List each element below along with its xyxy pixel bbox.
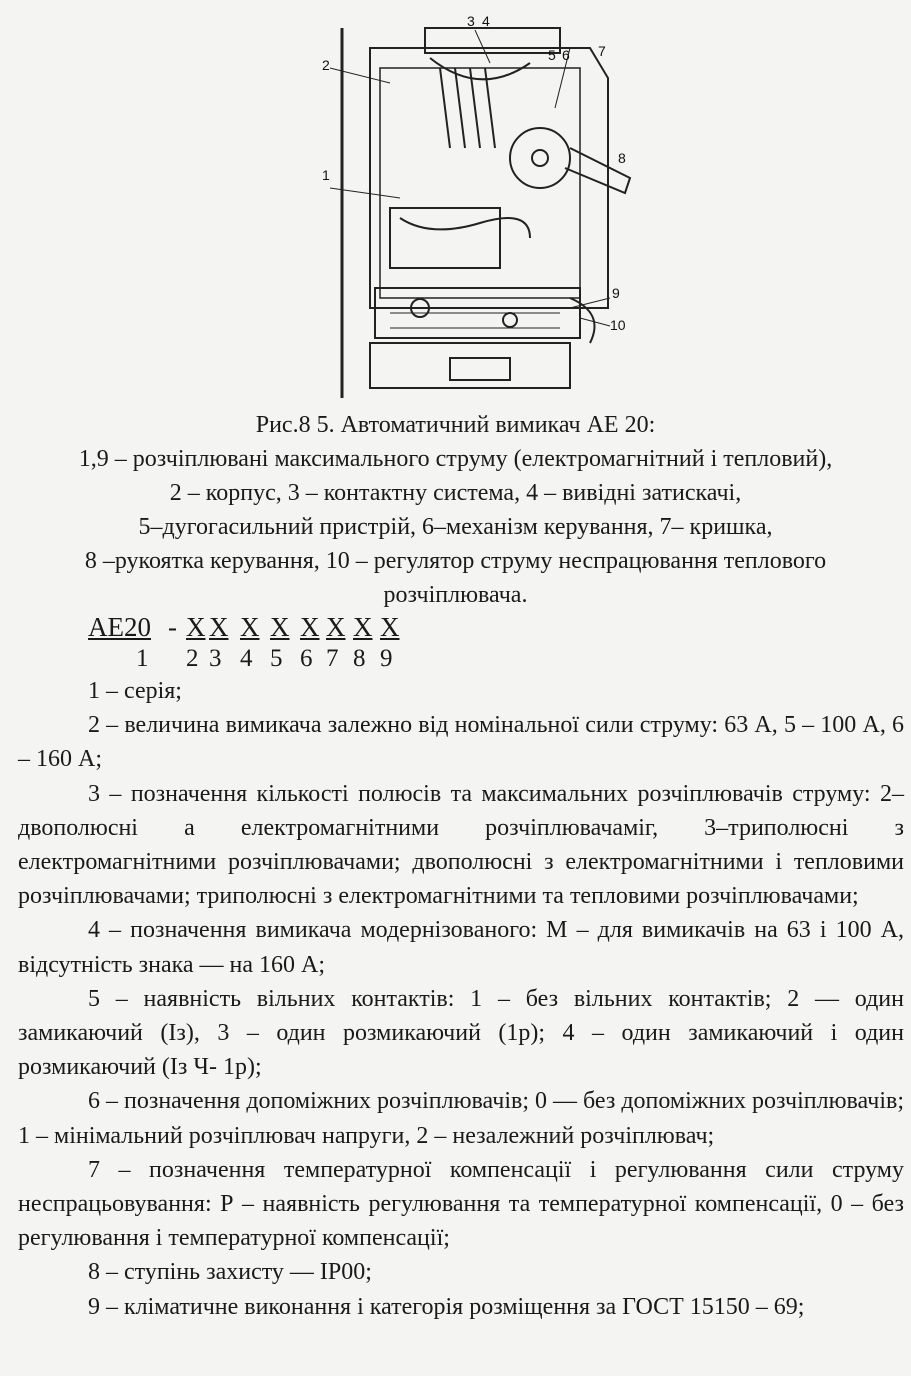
callout-9: 9 [612, 285, 620, 301]
paragraph-6: 6 – позначення допоміжних розчіплювачів; 0 — без допоміжних розчіплювачів; 1 – мінімальний розчіплювач напруги, 2 – незалежний розчіплювач; [18, 1088, 904, 1149]
paragraph-8: 8 – ступінь захисту — ІР00; [88, 1259, 372, 1286]
paragraph-1: 1 – серія; [88, 678, 182, 704]
placeholder-2: Х [186, 612, 206, 642]
position-number: 1 [136, 645, 149, 672]
placeholder-4: Х [240, 612, 260, 642]
callout-8: 8 [618, 150, 626, 166]
paragraph-2: 2 – величина вимикача залежно від номінальної сили струму: 63 А, 5 – 100 А, 6 – 160 А; [18, 712, 904, 773]
paragraph-3: 3 – позначення кількості полюсів та максимальних розчіплювачів струму: 2–двополюсні а електромагнітними розчіплювачаміг, 3–триполюсні з електромагнітними розчіплювачами; двополюсні з електромагнітними і тепловими розчіплювачами; триполюсні з електромагнітними та тепловими розчіплювачами; [18, 780, 904, 910]
body-text [18, 674, 904, 1324]
paragraph-9: 9 – кліматичне виконання і категорія розміщення за ГОСТ 15150 – 69; [88, 1293, 805, 1320]
callout-5: 5 [548, 47, 556, 63]
placeholder-3: Х [209, 612, 229, 642]
position-number: 5 [270, 645, 283, 672]
callout-10: 10 [610, 317, 626, 333]
caption-line: 5–дугогасильний пристрій, 6–механізм керування, 7– кришка, [138, 514, 773, 540]
caption-line: 1,9 – розчіплювані максимального струму (електромагнітний і тепловий), [78, 446, 833, 472]
caption-line: 8 –рукоятка керування, 10 – регулятор струму неспрацювання теплового [84, 548, 827, 574]
callout-2: 2 [322, 57, 330, 73]
placeholder-5: Х [270, 612, 290, 642]
paragraph-7: 7 – позначення температурної компенсації і регулювання сили струму неспрацьовування: Р – наявність регулювання та температурної компенсації, 0 – без регулювання і температурної компенсації; [18, 1156, 904, 1252]
caption-line: 2 – корпус, 3 – контактну система, 4 – вивідні затискачі, [169, 480, 742, 506]
position-number: 6 [300, 645, 313, 672]
callout-1: 1 [322, 167, 330, 183]
position-number: 8 [353, 645, 366, 672]
placeholder-8: Х [353, 612, 373, 642]
callout-4: 4 [482, 13, 490, 29]
placeholder-9: Х [380, 612, 400, 642]
callout-7: 7 [598, 43, 606, 59]
placeholder-7: Х [326, 612, 346, 642]
position-number: 7 [326, 645, 339, 672]
figure-label: Рис.8 5. Автоматичний вимикач АЕ 20: [255, 412, 656, 438]
position-number: 9 [380, 645, 393, 672]
breaker-drawing [322, 8, 630, 403]
position-number: 4 [240, 645, 253, 672]
position-number: 2 [186, 645, 199, 672]
paragraph-4: 4 – позначення вимикача модернізованого: М – для вимикачів на 63 і 100 А, відсутність знака — на 160 А; [18, 917, 904, 978]
series-code: АЕ20 [88, 612, 151, 642]
position-number: 3 [209, 645, 222, 672]
callout-3: 3 [467, 13, 475, 29]
figure-caption [0, 408, 911, 612]
paragraph-5: 5 – наявність вільних контактів: 1 – без вільних контактів; 2 — один замикаючий (Із), 3 – один розмикаючий (1р); 4 – один замикаючий і один розмикаючий (Із Ч- 1р); [18, 985, 904, 1081]
placeholder-6: Х [300, 612, 320, 642]
caption-line: розчіплювача. [383, 582, 528, 608]
callout-6: 6 [562, 47, 570, 63]
formula-dash: - [168, 612, 177, 642]
breaker-diagram [322, 8, 630, 403]
